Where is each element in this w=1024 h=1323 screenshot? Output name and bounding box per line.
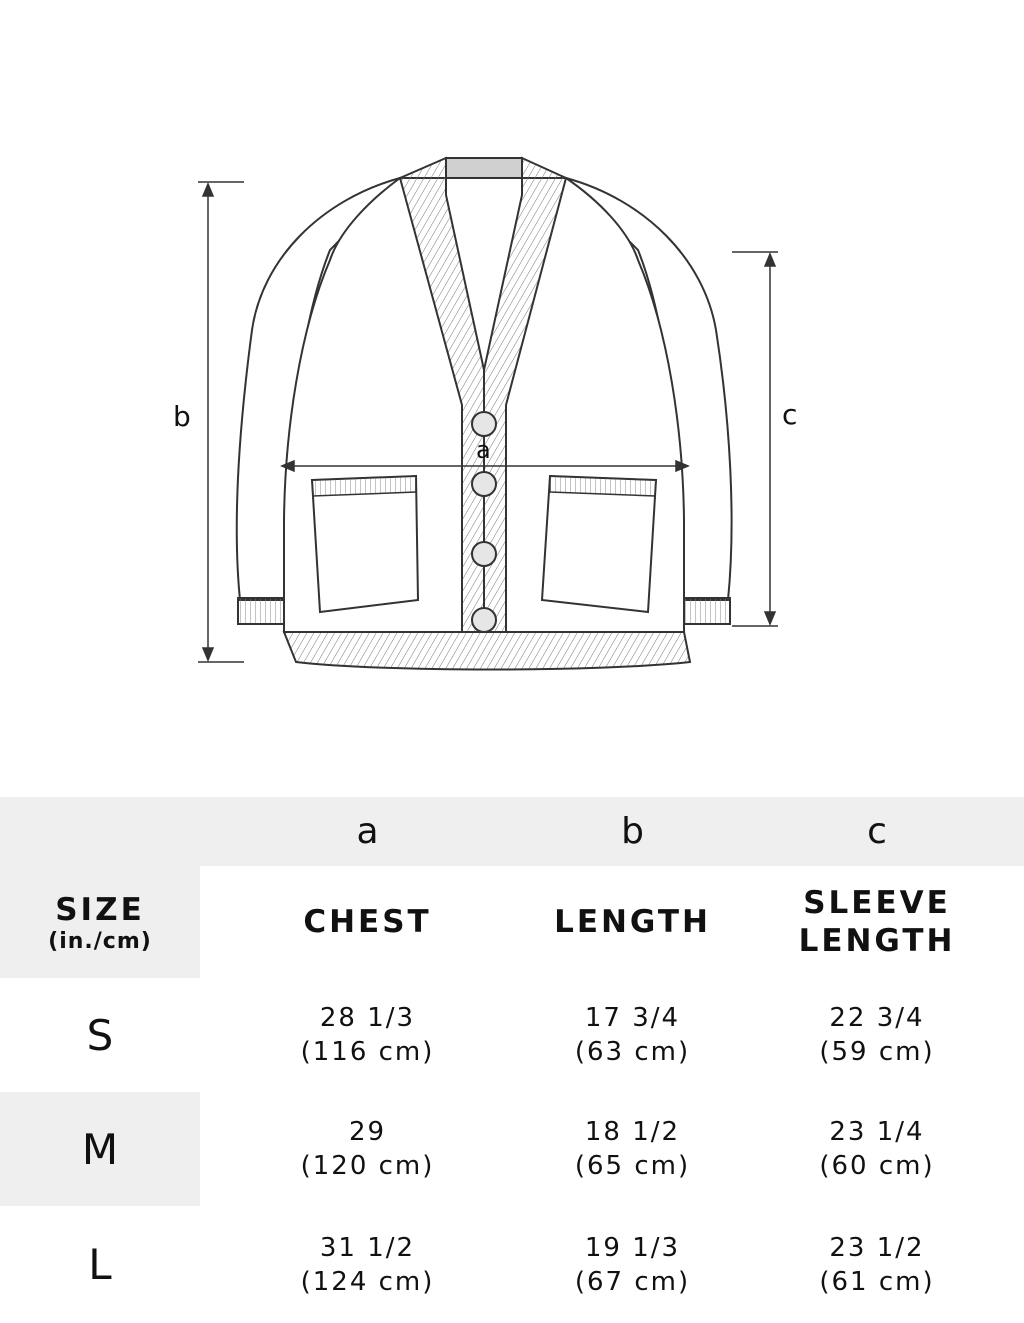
cell-l-sleeve-in: 23 1/2 bbox=[829, 1232, 925, 1263]
cell-s-chest-in: 28 1/3 bbox=[319, 1003, 416, 1033]
col-letter-b-text: b bbox=[621, 811, 644, 852]
cell-l-chest-in: 31 1/2 bbox=[319, 1232, 416, 1263]
cell-l-chest bbox=[200, 1206, 535, 1323]
col-heading-sleeve-length bbox=[730, 866, 1024, 978]
col-heading-chest bbox=[200, 866, 535, 978]
right-pocket-welt bbox=[550, 476, 656, 496]
cell-m-length-cm: (65 cm) bbox=[574, 1151, 691, 1181]
size-label-m: M bbox=[81, 1124, 119, 1174]
cell-m-sleeve-cm: (60 cm) bbox=[819, 1151, 935, 1181]
col-heading-sleeve-line2: LENGTH bbox=[798, 923, 956, 959]
right-cuff bbox=[684, 598, 730, 624]
label-c: c bbox=[782, 398, 798, 431]
size-header bbox=[0, 866, 200, 978]
cell-l-sleeve-cm: (61 cm) bbox=[819, 1266, 935, 1297]
col-letter-c bbox=[730, 797, 1024, 866]
left-pocket-welt bbox=[312, 476, 416, 496]
cell-s-length-in: 17 3/4 bbox=[584, 1003, 681, 1033]
button-4 bbox=[472, 608, 496, 632]
cell-s-length bbox=[535, 978, 730, 1092]
cell-s-sleeve bbox=[730, 978, 1024, 1092]
col-letter-b bbox=[535, 797, 730, 866]
cell-s-chest-cm: (116 cm) bbox=[300, 1037, 435, 1067]
size-chart-table bbox=[0, 797, 1024, 1323]
size-cell-m bbox=[0, 1092, 200, 1206]
col-letter-a bbox=[200, 797, 535, 866]
cell-m-sleeve bbox=[730, 1092, 1024, 1206]
size-cell-s bbox=[0, 978, 200, 1092]
cell-s-length-cm: (63 cm) bbox=[574, 1037, 691, 1067]
cell-l-length-in: 19 1/3 bbox=[584, 1232, 681, 1263]
button-3 bbox=[472, 542, 496, 566]
cell-s-sleeve-cm: (59 cm) bbox=[819, 1037, 935, 1067]
cell-s-chest bbox=[200, 978, 535, 1092]
hem-band bbox=[284, 632, 690, 670]
col-heading-length-text: LENGTH bbox=[554, 904, 711, 940]
button-1 bbox=[472, 412, 496, 436]
col-letter-a-text: a bbox=[356, 811, 379, 852]
cell-l-length bbox=[535, 1206, 730, 1323]
size-header-unit: (in./cm) bbox=[48, 928, 152, 954]
label-a: a bbox=[476, 436, 491, 464]
col-heading-chest-text: CHEST bbox=[303, 904, 432, 940]
cell-m-chest bbox=[200, 1092, 535, 1206]
cell-m-length bbox=[535, 1092, 730, 1206]
cell-m-length-in: 18 1/2 bbox=[584, 1117, 681, 1147]
cell-m-sleeve-in: 23 1/4 bbox=[829, 1117, 925, 1147]
right-pocket bbox=[542, 476, 656, 612]
dimension-b bbox=[198, 182, 244, 662]
size-label-l: L bbox=[88, 1240, 112, 1289]
cell-l-length-cm: (67 cm) bbox=[574, 1266, 691, 1297]
cell-m-chest-cm: (120 cm) bbox=[300, 1151, 435, 1181]
left-cuff bbox=[238, 598, 284, 624]
size-cell-l bbox=[0, 1206, 200, 1323]
cell-m-chest-in: 29 bbox=[348, 1117, 387, 1147]
dimension-c bbox=[732, 252, 778, 626]
label-b: b bbox=[173, 400, 191, 433]
size-label-s: S bbox=[86, 1010, 114, 1060]
cell-s-sleeve-in: 22 3/4 bbox=[829, 1003, 925, 1033]
col-heading-sleeve-line1: SLEEVE bbox=[803, 885, 951, 921]
left-pocket bbox=[312, 476, 418, 612]
size-header-title: SIZE bbox=[55, 891, 145, 928]
col-heading-length bbox=[535, 866, 730, 978]
col-letter-c-text: c bbox=[867, 811, 887, 852]
cell-l-chest-cm: (124 cm) bbox=[300, 1266, 435, 1297]
button-2 bbox=[472, 472, 496, 496]
cell-l-sleeve bbox=[730, 1206, 1024, 1323]
